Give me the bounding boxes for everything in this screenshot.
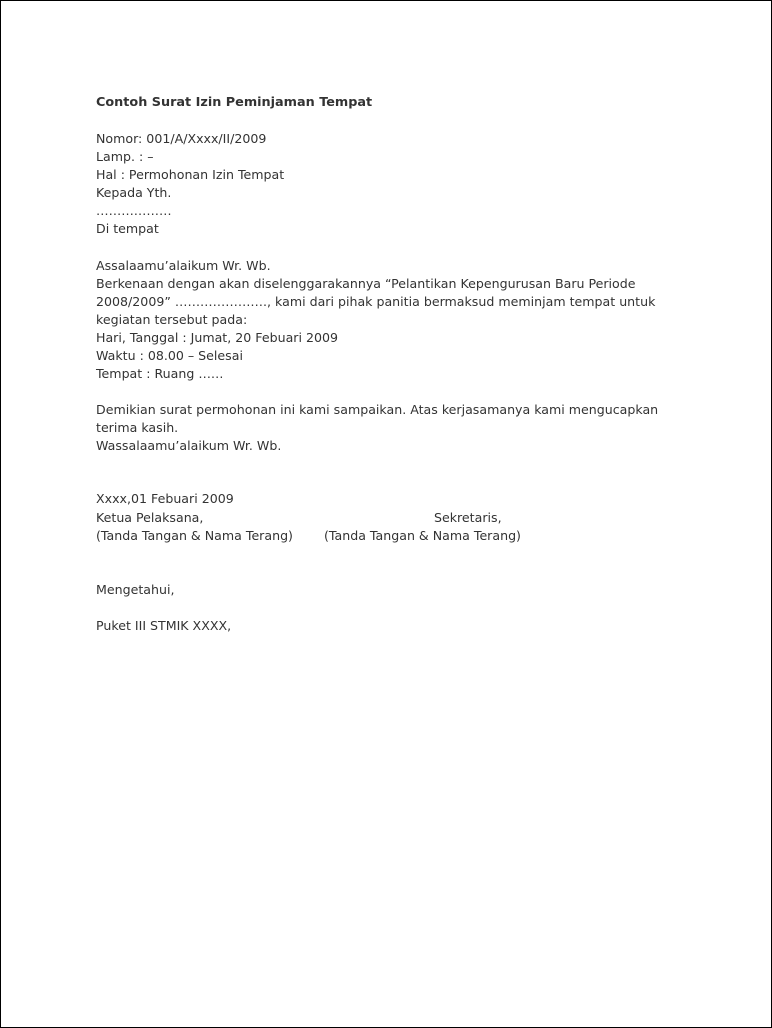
body-paragraph-line: Berkenaan dengan akan diselenggarakannya “Pelantikan Kepengurusan Baru Periode (96, 276, 636, 291)
signature-place-date: Xxxx,01 Febuari 2009 (96, 491, 234, 506)
letter-farewell: Wassalaamu’alaikum Wr. Wb. (96, 438, 282, 453)
event-time: Waktu : 08.00 – Selesai (96, 348, 243, 363)
letter-recipient-label: Kepada Yth. (96, 185, 172, 200)
event-day-date: Hari, Tanggal : Jumat, 20 Febuari 2009 (96, 330, 339, 345)
body-paragraph-line: kegiatan tersebut pada: (96, 312, 248, 327)
signature-right-sign: (Tanda Tangan & Nama Terang) (324, 528, 521, 543)
letter-recipient-location: Di tempat (96, 221, 159, 236)
letter-greeting: Assalaamu’alaikum Wr. Wb. (96, 258, 271, 273)
acknowledgement-label: Mengetahui, (96, 582, 175, 597)
event-place: Tempat : Ruang …… (96, 366, 224, 381)
letter-number: Nomor: 001/A/Xxxx/II/2009 (96, 131, 267, 146)
signature-left-role: Ketua Pelaksana, (96, 510, 204, 525)
letter-recipient-placeholder: ……………… (96, 203, 172, 218)
signature-left-sign: (Tanda Tangan & Nama Terang) (96, 528, 293, 543)
letter-title: Contoh Surat Izin Peminjaman Tempat (96, 95, 373, 110)
acknowledgement-signer: Puket III STMIK XXXX, (96, 618, 232, 633)
signature-right-role: Sekretaris, (434, 510, 502, 525)
body-paragraph-line: 2008/2009” …………………., kami dari pihak panitia bermaksud meminjam tempat untuk (96, 294, 656, 309)
closing-paragraph-line: terima kasih. (96, 420, 179, 435)
letter-subject: Hal : Permohonan Izin Tempat (96, 167, 285, 182)
closing-paragraph-line: Demikian surat permohonan ini kami sampaikan. Atas kerjasamanya kami mengucapkan (96, 402, 659, 417)
letter-attachment: Lamp. : – (96, 149, 154, 164)
